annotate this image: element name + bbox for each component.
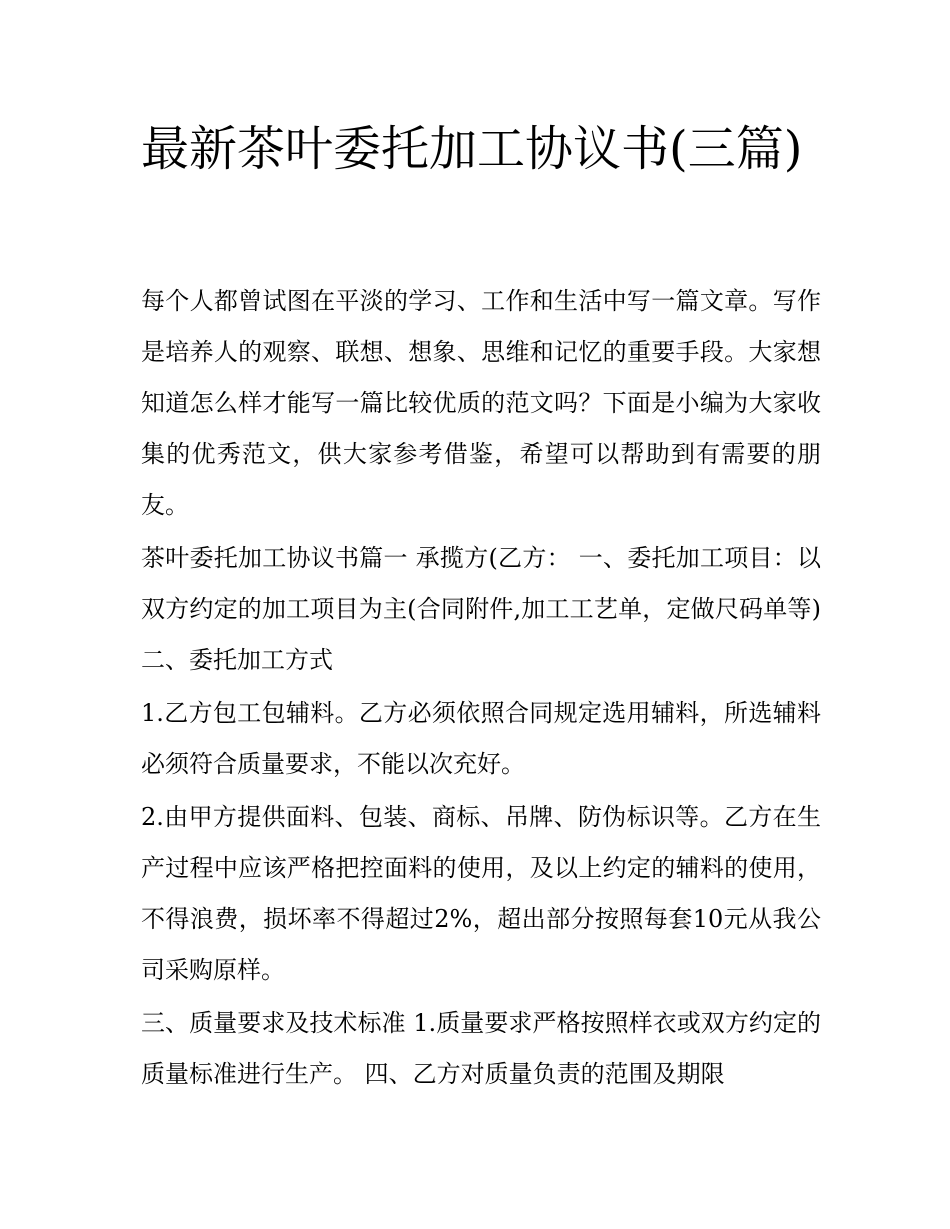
section-one-paragraph: 茶叶委托加工协议书篇一 承揽方(乙方： 一、委托加工项目：以双方约定的加工项目为主(合同附件,加工工艺单，定做尺码单等) 二、委托加工方式 bbox=[141, 544, 821, 674]
intro-paragraph: 每个人都曾试图在平淡的学习、工作和生活中写一篇文章。写作是培养人的观察、联想、想象、思维和记忆的重要手段。大家想知道怎么样才能写一篇比较优质的范文吗？下面是小编为大家收集的优秀范文，供大家参考借鉴，希望可以帮助到有需要的朋友。 bbox=[141, 287, 821, 519]
section-three-paragraph: 三、质量要求及技术标准 1.质量要求严格按照样衣或双方约定的质量标准进行生产。 四、乙方对质量负责的范围及期限 bbox=[141, 1009, 821, 1088]
document-body bbox=[141, 276, 821, 1102]
document-title: 最新茶叶委托加工协议书(三篇) bbox=[141, 121, 803, 177]
clause-2-paragraph: 2.由甲方提供面料、包装、商标、吊牌、防伪标识等。乙方在生产过程中应该严格把控面料的使用，及以上约定的辅料的使用，不得浪费，损坏率不得超过2%，超出部分按照每套10元从我公司采购原样。 bbox=[141, 803, 821, 984]
clause-1-paragraph: 1.乙方包工包辅料。乙方必须依照合同规定选用辅料，所选辅料必须符合质量要求，不能以次充好。 bbox=[141, 699, 821, 778]
